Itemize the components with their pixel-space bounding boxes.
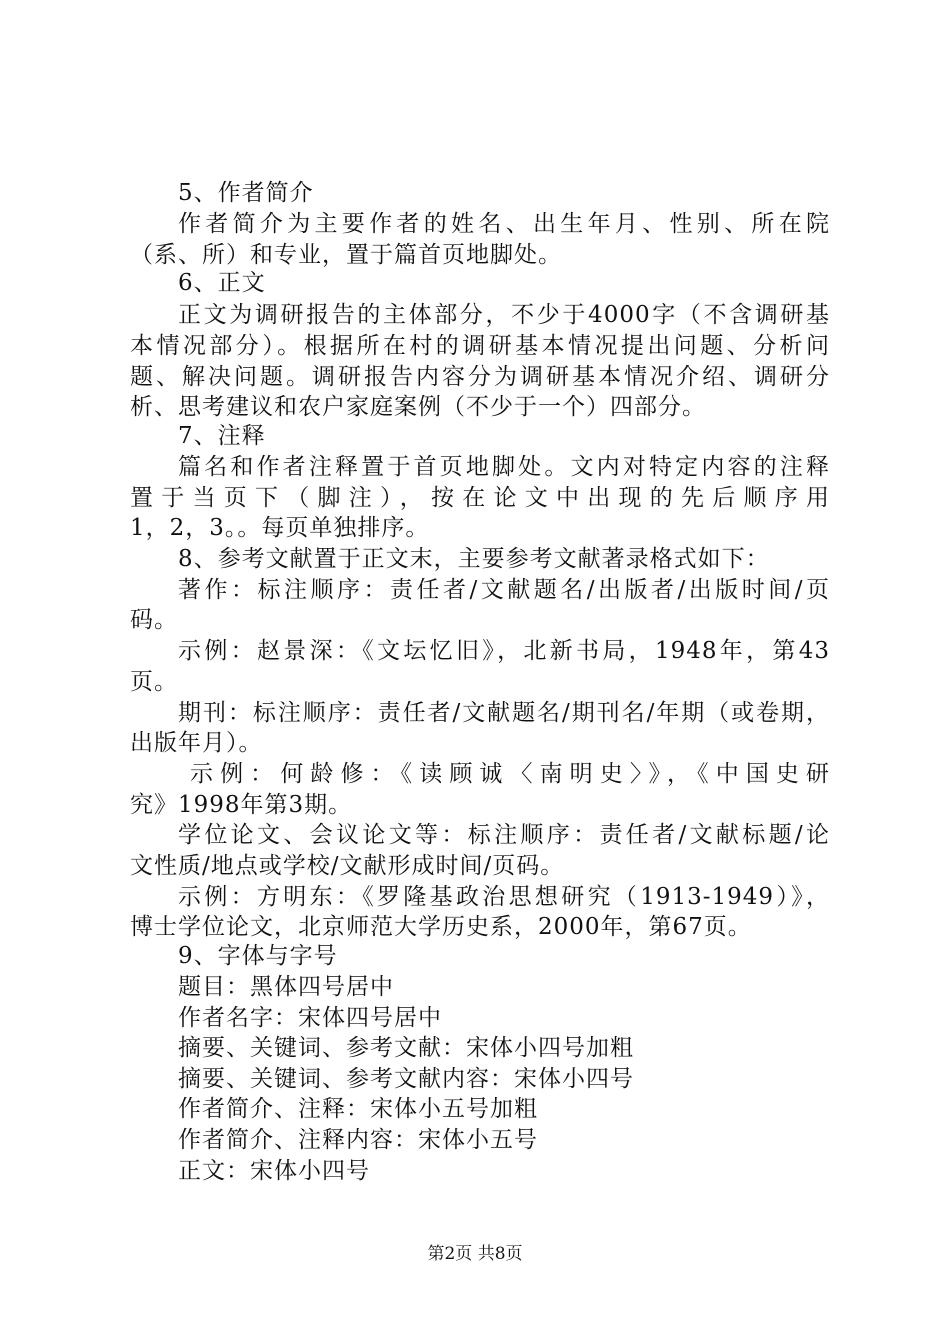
paragraph-line: 析、思考建议和农户家庭案例（不少于一个）四部分。 <box>130 394 706 420</box>
paragraph-line: 示例：赵景深：《文坛忆旧》，北新书局，1948年，第43 <box>178 638 830 664</box>
paragraph-line: 页。 <box>130 669 178 695</box>
paragraph-line: 1，2，3。。每页单独排序。 <box>130 515 430 541</box>
paragraph-line: 作者简介为主要作者的姓名、出生年月、性别、所在院 <box>178 211 830 237</box>
font-spec-line: 摘要、关键词、参考文献：宋体小四号加粗 <box>178 1035 634 1061</box>
paragraph-line: 期刊：标注顺序：责任者/文献题名/期刊名/年期（或卷期， <box>178 700 830 726</box>
paragraph-line: 示例：方明东：《罗隆基政治思想研究（1913-1949）》， <box>178 884 830 910</box>
paragraph-line: 正文为调研报告的主体部分，不少于4000字（不含调研基 <box>178 302 830 328</box>
page-footer: 第2页 共8页 <box>427 1244 523 1264</box>
font-spec-line: 作者简介、注释：宋体小五号加粗 <box>178 1096 538 1122</box>
paragraph-line: 博士学位论文，北京师范大学历史系，2000年，第67页。 <box>130 914 752 940</box>
paragraph-line: 究》1998年第3期。 <box>130 792 353 818</box>
paragraph-line: （系、所）和专业，置于篇首页地脚处。 <box>130 242 562 268</box>
heading-notes: 7、注释 <box>178 423 266 449</box>
font-spec-line: 作者简介、注释内容：宋体小五号 <box>178 1127 538 1153</box>
paragraph-line: 出版年月）。 <box>130 730 263 756</box>
paragraph-line: 题、解决问题。调研报告内容分为调研基本情况介绍、调研分 <box>130 364 830 390</box>
paragraph-line: 本情况部分）。根据所在村的调研基本情况提出问题、分析问 <box>130 333 830 359</box>
font-spec-line: 正文：宋体小四号 <box>178 1158 370 1184</box>
paragraph-line: 文性质/地点或学校/文献形成时间/页码。 <box>130 853 565 879</box>
paragraph-line: 码。 <box>130 607 178 633</box>
font-spec-line: 作者名字：宋体四号居中 <box>178 1005 442 1031</box>
heading-references: 8、参考文献置于正文末，主要参考文献著录格式如下： <box>178 546 770 572</box>
paragraph-line: 篇名和作者注释置于首页地脚处。文内对特定内容的注释 <box>178 454 830 480</box>
font-spec-line: 题目：黑体四号居中 <box>178 974 394 1000</box>
heading-main-text: 6、正文 <box>178 270 266 296</box>
paragraph-line: 著作：标注顺序：责任者/文献题名/出版者/出版时间/页 <box>178 577 830 603</box>
font-spec-line: 摘要、关键词、参考文献内容：宋体小四号 <box>178 1066 634 1092</box>
heading-fonts: 9、字体与字号 <box>178 943 338 969</box>
paragraph-line: 示例：何龄修：《读顾诚〈南明史〉》，《中国史研 <box>190 761 830 787</box>
paragraph-line: 置于当页下（脚注），按在论文中出现的先后顺序用 <box>130 485 830 511</box>
heading-author-bio: 5、作者简介 <box>178 180 314 206</box>
paragraph-line: 学位论文、会议论文等：标注顺序：责任者/文献标题/论 <box>178 822 830 848</box>
